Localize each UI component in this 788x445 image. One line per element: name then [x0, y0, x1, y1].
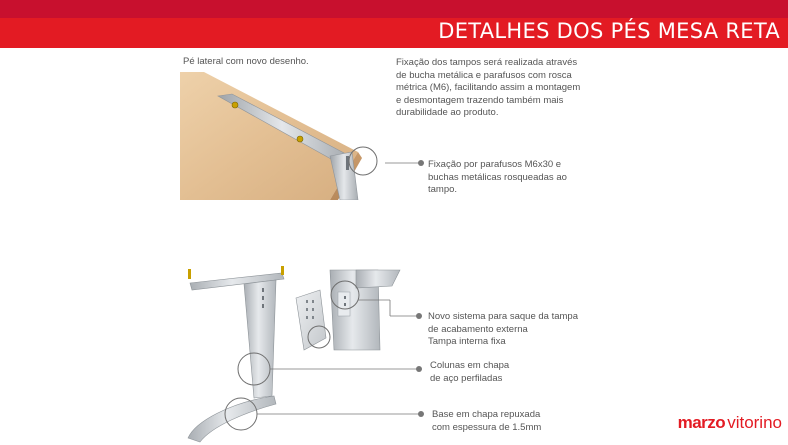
screw-icon [188, 269, 191, 279]
screw-icon [281, 266, 284, 275]
brand-logo [678, 413, 782, 433]
fixing-line: e desmontagem trazendo também mais [396, 94, 564, 106]
panel-hole [306, 316, 308, 319]
base-line: Base em chapa repuxada [432, 409, 541, 420]
column-hole [262, 304, 264, 308]
page-title: DETALHES DOS PÉS MESA RETA [438, 19, 780, 43]
fixing-line: de bucha metálica e parafusos com rosca [396, 69, 572, 81]
callout-dot [416, 313, 422, 319]
columns-line: Colunas em chapa [430, 360, 510, 371]
brand-logo-part2: vitorino [727, 413, 782, 432]
panel-hole [312, 308, 314, 311]
screws-line: tampo. [428, 184, 458, 195]
panel-hole [306, 300, 308, 303]
screws-line: buchas metálicas rosqueadas ao [428, 171, 567, 183]
panel-hole [344, 296, 346, 299]
callout-dot [418, 160, 424, 166]
arm-inset [356, 270, 400, 288]
leg-base [188, 396, 276, 442]
columns-line: de aço perfiladas [430, 372, 503, 384]
cover-line: Novo sistema para saque da tampa [428, 311, 578, 322]
panel-hole [312, 316, 314, 319]
column-hole [262, 296, 264, 300]
side-foot-note: Pé lateral com novo desenho. [183, 56, 309, 67]
fixing-line: Fixação dos tampos será realizada através [396, 57, 578, 68]
cover-panel [296, 290, 326, 350]
cover-line: de acabamento externa [428, 323, 528, 335]
cover-line: Tampa interna fixa [428, 336, 506, 347]
callout-dot [416, 366, 422, 372]
fixing-line: métrica (M6), facilitando assim a montagem [396, 82, 581, 93]
brand-logo-part1: marzo [677, 413, 726, 432]
panel-hole [312, 300, 314, 303]
callout-dot [418, 411, 424, 417]
base-line: com espessura de 1.5mm [432, 421, 542, 433]
column-hole [262, 288, 264, 292]
leg-column [244, 280, 276, 398]
fixing-line: durabilidade ao produto. [396, 107, 499, 118]
panel-hole [306, 308, 308, 311]
panel-hole [344, 303, 346, 306]
screws-line: Fixação por parafusos M6x30 e [428, 159, 562, 170]
